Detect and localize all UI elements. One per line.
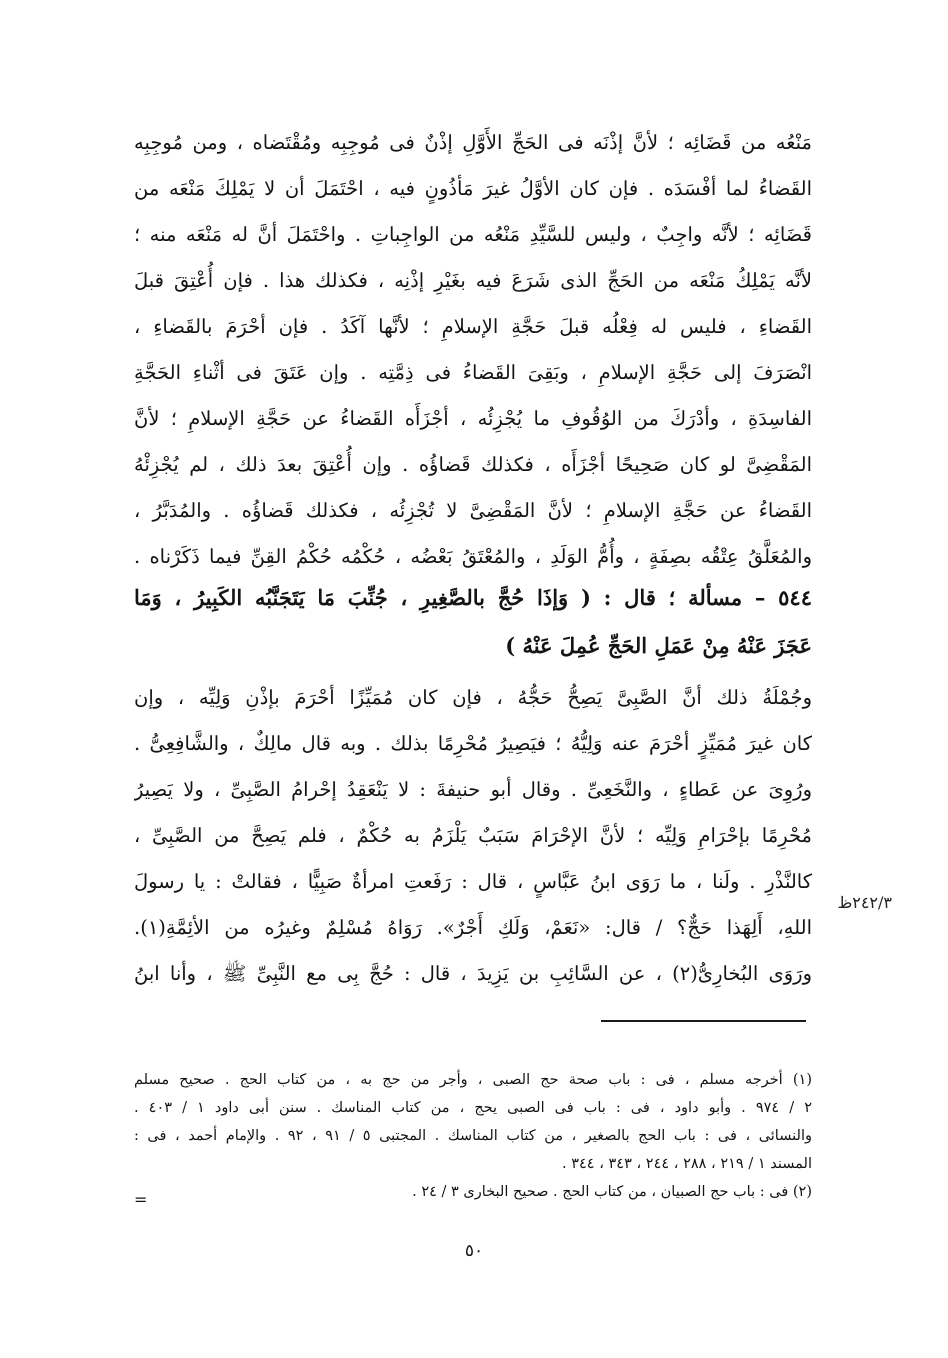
text-line: كالنَّذْرِ . ولَنا ، ما رَوَى ابنُ عَبَّاسٍ ، قال : رَفَعتِ امرأةٌ صَبِيًّا ، فقالتْ : يا رسولَ: [134, 870, 812, 893]
text-line: ورَوَى البُخارِىُّ(٢) ، عن السَّائِبِ بن يَزِيدَ ، قال : حُجَّ بِى مع النَّبِىِّ ﷺ ، وأنا ابنُ: [134, 962, 812, 985]
margin-page-reference: ٢٤٢/٣ظ: [837, 893, 892, 912]
footnote-line: ٢ / ٩٧٤ . وأبو داود ، فى : باب فى الصبى يحج ، من كتاب المناسك . سنن أبى داود ١ / ٤٠٣ .: [134, 1100, 812, 1116]
body-paragraph-1: [134, 120, 812, 580]
text-line: القَضاءُ لما أفْسَدَه . فإن كان الأوَّلُ غيرَ مَأذُونٍ فيه ، احْتَمَلَ أن لا يَمْلِكَ مَنْعَه من: [134, 177, 812, 200]
issue-heading: [134, 574, 812, 670]
text-line: القَضاءُ عن حَجَّةِ الإسلامِ ؛ لأنَّ المَقْضِىَّ لا تُجْزِئُه ، فكذلك قَضاؤُه . والمُدَبَّرُ ،: [134, 499, 812, 522]
heading-line: ٥٤٤ – مسألة ؛ قال : ( وَإذَا حُجَّ بالصَّغِيرِ ، جُنِّبَ مَا يَتَجَنَّبُه الكَبِيرُ ، وَمَا: [134, 585, 812, 610]
text-line: القَضاءِ ، فليس له فِعْلُه قبلَ حَجَّةِ الإسلامِ ؛ لأنَّها آكَدُ . فإن أحْرَمَ بالقَضاءِ ،: [134, 315, 812, 338]
text-line: ورُوِىَ عن عَطاءٍ ، والنَّخَعِىِّ . وقال أبو حنيفةَ : لا يَنْعَقِدُ إحْرامُ الصَّبِىِّ ، ولا يَصِيرُ: [134, 778, 812, 801]
text-line: المَقْضِىَّ لو كان صَحِيحًا أجْزَأَه ، فكذلك قَضاؤُه . وإن أُعْتِقَ بعدَ ذلك ، لم يُجْزِئْهُ: [134, 453, 812, 476]
text-line: قَضَائِه ؛ لأنَّه واجِبٌ ، وليس للسَّيِّدِ مَنْعُه من الواجِباتِ . واحْتَمَلَ أنَّ له مَنْعَه منه ؛: [134, 223, 812, 246]
text-line: اللهِ، أَلِهَذا حَجٌّ؟ / قال: «نَعَمْ، وَلَكِ أَجْرٌ». رَوَاهُ مُسْلِمٌ وغيرُه من الأئِمَّةِ(١).: [134, 916, 812, 939]
heading-line: عَجَزَ عَنْهُ مِنْ عَمَلِ الحَجِّ عُمِلَ عَنْهُ ): [505, 633, 812, 658]
footnote-line: المسند ١ / ٢١٩ ، ٢٨٨ ، ٢٤٤ ، ٣٤٣ ، ٣٤٤ .: [562, 1156, 812, 1172]
text-line: لأنَّه يَمْلِكُ مَنْعَه من الحَجِّ الذى شَرَعَ فيه بغَيْرِ إذْنِه ، فكذلك هذا . فإن أُعْتِقَ قبلَ: [134, 269, 812, 292]
body-paragraph-2: [134, 675, 812, 997]
footnote-line: (١) أخرجه مسلم ، فى : باب صحة حج الصبى ، وأجر من حج به ، من كتاب الحج . صحيح مسلم: [134, 1072, 812, 1088]
text-line: وجُمْلَةُ ذلك أنَّ الصَّبِىَّ يَصِحُّ حَجُّهُ ، فإن كان مُمَيِّزًا أحْرَمَ بإذْنِ وَلِيِّه ، وإن: [134, 686, 812, 709]
footnote-divider: [601, 1020, 806, 1022]
text-line: كان غيرَ مُمَيِّزٍ أحْرَمَ عنه وَلِيُّهُ ؛ فيَصِيرُ مُحْرِمًا بذلك . وبه قال مالِكٌ ، والشَّافِعِىُّ .: [134, 732, 812, 755]
footnote-line: (٢) فى : باب حج الصبيان ، من كتاب الحج . صحيح البخارى ٣ / ٢٤ .: [412, 1184, 812, 1200]
footnote-line: والنسائى ، فى : باب الحج بالصغير ، من كتاب المناسك . المجتبى ٥ / ٩١ ، ٩٢ . والإمام أحمد ، فى :: [134, 1128, 812, 1144]
text-line: مَنْعُه من قَضَائِه ؛ لأنَّ إذْنَه فى الحَجِّ الأَوَّلِ إذْنٌ فى مُوجِبِه ومُقْتَضاه ، ومن مُوجِبِه: [134, 131, 812, 154]
text-line: مُحْرِمًا بإحْرَامِ وَلِيِّه ؛ لأنَّ الإحْرَامَ سَبَبٌ يَلْزَمُ به حُكْمٌ ، فلم يَصِحَّ من الصَّبِىِّ ،: [134, 824, 812, 847]
page-number: ٥٠: [464, 1241, 484, 1261]
footnote-continuation-marker: =: [134, 1190, 148, 1209]
footnotes: [134, 1066, 812, 1206]
text-line: انْصَرَفَ إلى حَجَّةِ الإسلامِ ، وبَقِىَ القَضاءُ فى ذِمَّتِه . وإن عَتَقَ فى أثْناءِ الحَجَّةِ: [134, 361, 812, 384]
text-line: والمُعَلَّقُ عِتْقُه بصِفَةٍ ، وأُمُّ الوَلَدِ ، والمُعْتَقُ بَعْضُه ، حُكْمُه حُكْمُ القِنِّ فيما ذَكَرْناه .: [134, 545, 812, 568]
text-line: الفاسِدَةِ ، وأدْرَكَ من الوُقُوفِ ما يُجْزِئُه ، أجْزَأَه القَضاءُ عن حَجَّةِ الإسلامِ ؛ لأنَّ: [134, 407, 812, 430]
